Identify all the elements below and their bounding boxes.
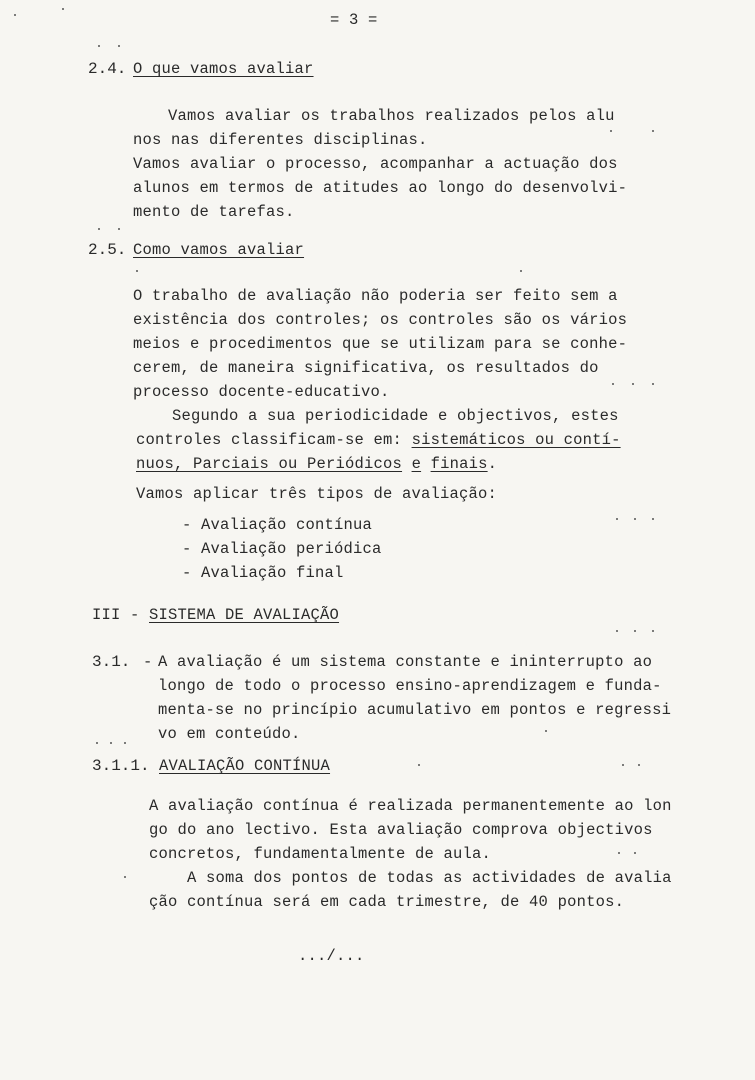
chapter-dash: - bbox=[130, 606, 140, 624]
evaluation-type-item: - Avaliação final bbox=[182, 564, 344, 582]
paragraph-line: O trabalho de avaliação não poderia ser feito sem a bbox=[133, 287, 618, 305]
evaluation-type-item: - Avaliação contínua bbox=[182, 516, 373, 534]
continuation-marker: .../... bbox=[298, 947, 365, 965]
classification-finais: finais bbox=[430, 455, 488, 473]
page-number: = 3 = bbox=[330, 11, 378, 29]
scan-speck bbox=[652, 518, 654, 520]
scan-speck bbox=[634, 518, 636, 520]
section-title-2-4: O que vamos avaliar bbox=[133, 60, 314, 78]
scan-speck bbox=[618, 852, 620, 854]
scan-speck bbox=[545, 730, 547, 732]
paragraph-line: go do ano lectivo. Esta avaliação comprova objectivos bbox=[149, 821, 653, 839]
paragraph-line: A soma dos pontos de todas as actividades de avalia bbox=[187, 869, 672, 887]
scan-speck bbox=[124, 876, 126, 878]
scan-speck bbox=[96, 742, 98, 744]
scan-speck bbox=[632, 383, 634, 385]
classification-intro: controles classificam-se em: bbox=[136, 431, 403, 449]
scan-speck bbox=[616, 630, 618, 632]
scan-speck bbox=[622, 764, 624, 766]
paragraph-line: alunos em termos de atitudes ao longo do desenvolvi- bbox=[133, 179, 628, 197]
paragraph-line: mento de tarefas. bbox=[133, 203, 295, 221]
scan-speck bbox=[98, 45, 100, 47]
scan-speck bbox=[136, 270, 138, 272]
paragraph-line: menta-se no princípio acumulativo em pontos e regressi bbox=[158, 701, 672, 719]
scan-speck bbox=[634, 852, 636, 854]
paragraph-line: ção contínua será em cada trimestre, de 40 pontos. bbox=[149, 893, 625, 911]
scan-speck bbox=[652, 130, 654, 132]
scan-speck bbox=[124, 742, 126, 744]
scan-speck bbox=[110, 742, 112, 744]
scan-speck bbox=[638, 764, 640, 766]
paragraph-line: A avaliação contínua é realizada permanentemente ao lon bbox=[149, 797, 672, 815]
paragraph-line: existência dos controles; os controles são os vários bbox=[133, 311, 628, 329]
scan-speck bbox=[118, 45, 120, 47]
paragraph-line: nos nas diferentes disciplinas. bbox=[133, 131, 428, 149]
scan-speck bbox=[62, 8, 64, 10]
classification-sistematicos: sistemáticos ou contí- bbox=[411, 431, 621, 449]
scan-speck bbox=[616, 518, 618, 520]
paragraph-line: Vamos aplicar três tipos de avaliação: bbox=[136, 485, 498, 503]
paragraph-line: Vamos avaliar os trabalhos realizados pelos alu bbox=[168, 107, 615, 125]
classification-conjunction: e bbox=[411, 455, 422, 473]
evaluation-type-item: - Avaliação periódica bbox=[182, 540, 382, 558]
paragraph-line: A avaliação é um sistema constante e ininterrupto ao bbox=[158, 653, 653, 671]
scan-speck bbox=[98, 228, 100, 230]
paragraph-line: Segundo a sua periodicidade e objectivos, estes bbox=[172, 407, 619, 425]
section-number-2-5: 2.5. bbox=[88, 241, 127, 259]
classification-parciais: nuos, Parciais ou Periódicos bbox=[136, 455, 403, 473]
scan-speck bbox=[118, 228, 120, 230]
section-title-3-1-1: AVALIAÇÃO CONTÍNUA bbox=[159, 757, 331, 775]
paragraph-line: processo docente-educativo. bbox=[133, 383, 390, 401]
scan-speck bbox=[418, 764, 420, 766]
scan-speck bbox=[634, 630, 636, 632]
section-title-2-5: Como vamos avaliar bbox=[133, 241, 305, 259]
section-dash: - bbox=[143, 653, 153, 671]
scan-speck bbox=[652, 383, 654, 385]
paragraph-line: meios e procedimentos que se utilizam para se conhe- bbox=[133, 335, 628, 353]
paragraph-line: longo de todo o processo ensino-aprendizagem e funda- bbox=[158, 677, 662, 695]
scan-speck bbox=[612, 383, 614, 385]
paragraph-line: concretos, fundamentalmente de aula. bbox=[149, 845, 492, 863]
paragraph-line: vo em conteúdo. bbox=[158, 725, 301, 743]
scan-speck bbox=[14, 14, 16, 16]
scan-speck bbox=[652, 630, 654, 632]
paragraph-line bbox=[136, 428, 621, 452]
paragraph-line: Vamos avaliar o processo, acompanhar a actuação dos bbox=[133, 155, 618, 173]
paragraph-line: cerem, de maneira significativa, os resultados do bbox=[133, 359, 599, 377]
scan-speck bbox=[610, 130, 612, 132]
section-number-2-4: 2.4. bbox=[88, 60, 127, 78]
scan-speck bbox=[520, 270, 522, 272]
chapter-title: SISTEMA DE AVALIAÇÃO bbox=[149, 606, 340, 624]
chapter-roman-numeral: III bbox=[92, 606, 121, 624]
section-number-3-1-1: 3.1.1. bbox=[92, 757, 150, 775]
paragraph-line bbox=[136, 452, 497, 476]
classification-period: . bbox=[487, 455, 498, 473]
section-number-3-1: 3.1. bbox=[92, 653, 131, 671]
